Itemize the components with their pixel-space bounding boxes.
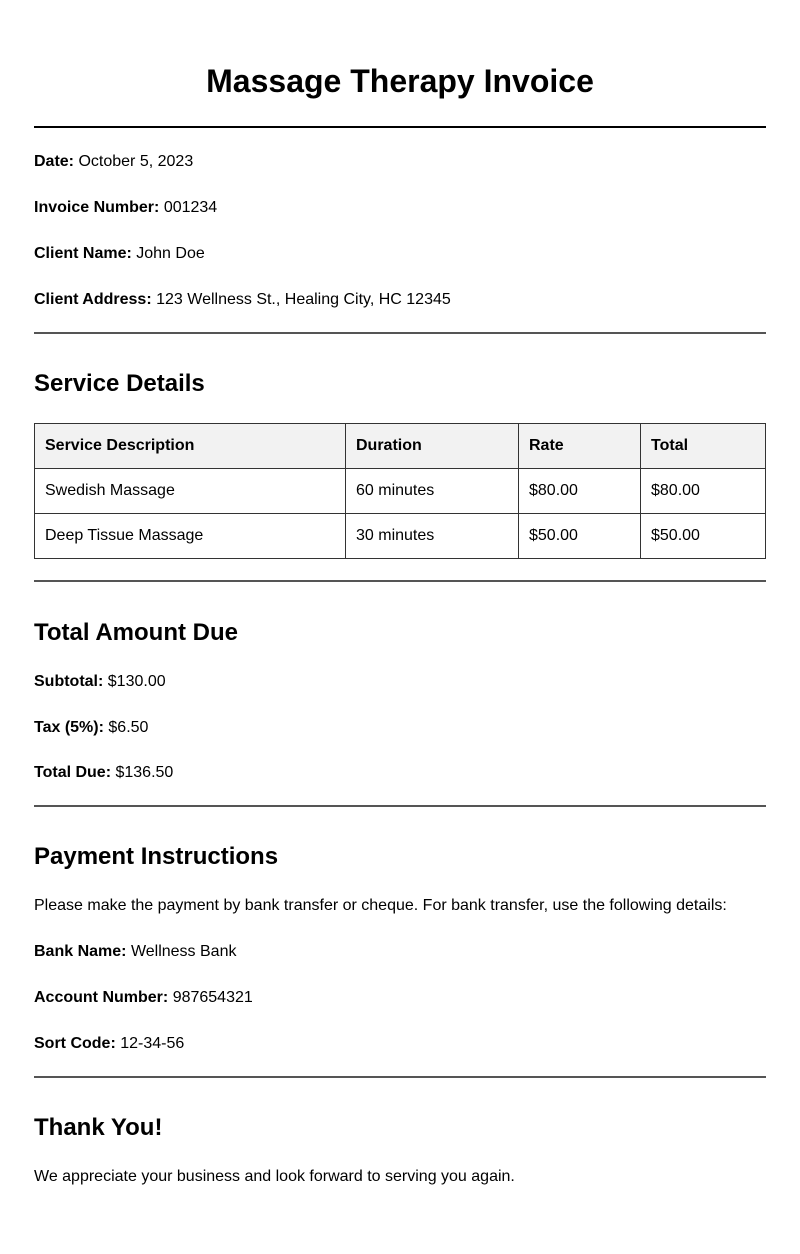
thank-you-section xyxy=(34,1114,766,1186)
date-value: October 5, 2023 xyxy=(78,153,194,170)
table-cell: 30 minutes xyxy=(346,514,519,559)
invoice-page xyxy=(34,0,766,1186)
table-cell: $50.00 xyxy=(519,514,641,559)
subtotal-field xyxy=(34,672,766,691)
section-divider xyxy=(34,332,766,334)
total-due-field xyxy=(34,763,766,782)
thank-you-heading: Thank You! xyxy=(34,1114,163,1141)
table-cell: $50.00 xyxy=(641,514,766,559)
payment-section xyxy=(34,843,766,1053)
table-header-row xyxy=(35,424,766,469)
column-header: Duration xyxy=(346,424,519,469)
account-number-value: 987654321 xyxy=(172,989,253,1006)
totals-section xyxy=(34,619,766,782)
subtotal-value: $130.00 xyxy=(107,673,166,690)
account-number-field xyxy=(34,988,766,1007)
total-due-label: Total Due: xyxy=(34,764,112,781)
services-table xyxy=(34,423,766,559)
sort-code-value: 12-34-56 xyxy=(120,1035,185,1052)
client-address-field xyxy=(34,290,766,309)
section-divider xyxy=(34,580,766,582)
date-label: Date: xyxy=(34,153,75,170)
tax-field xyxy=(34,718,766,737)
table-cell: 60 minutes xyxy=(346,469,519,514)
table-row xyxy=(35,514,766,559)
invoice-info xyxy=(34,128,766,309)
payment-heading: Payment Instructions xyxy=(34,843,279,870)
bank-name-label: Bank Name: xyxy=(34,943,127,960)
invoice-number-field xyxy=(34,198,766,217)
service-details-section xyxy=(34,370,766,559)
payment-text: Please make the payment by bank transfer or cheque. For bank transfer, use the following details: xyxy=(34,897,727,914)
client-name-field xyxy=(34,244,766,263)
date-field xyxy=(34,152,766,171)
client-address-label: Client Address: xyxy=(34,291,152,308)
account-number-label: Account Number: xyxy=(34,989,169,1006)
total-amount-heading: Total Amount Due xyxy=(34,619,238,646)
bank-name-field xyxy=(34,942,766,961)
service-details-heading: Service Details xyxy=(34,370,205,397)
client-name-value: John Doe xyxy=(136,245,205,262)
tax-label: Tax (5%): xyxy=(34,719,104,736)
table-cell: $80.00 xyxy=(641,469,766,514)
section-divider xyxy=(34,1076,766,1078)
sort-code-field xyxy=(34,1034,766,1053)
column-header: Total xyxy=(641,424,766,469)
client-address-value: 123 Wellness St., Healing City, HC 12345 xyxy=(156,291,451,308)
table-row xyxy=(35,469,766,514)
table-cell: Deep Tissue Massage xyxy=(35,514,346,559)
bank-name-value: Wellness Bank xyxy=(130,943,237,960)
subtotal-label: Subtotal: xyxy=(34,673,104,690)
invoice-number-label: Invoice Number: xyxy=(34,199,160,216)
invoice-number-value: 001234 xyxy=(163,199,218,216)
table-cell: $80.00 xyxy=(519,469,641,514)
table-cell: Swedish Massage xyxy=(35,469,346,514)
column-header: Service Description xyxy=(35,424,346,469)
client-name-label: Client Name: xyxy=(34,245,132,262)
column-header: Rate xyxy=(519,424,641,469)
total-due-value: $136.50 xyxy=(115,764,174,781)
tax-value: $6.50 xyxy=(108,719,149,736)
invoice-title: Massage Therapy Invoice xyxy=(206,63,594,99)
thank-you-text: We appreciate your business and look forward to serving you again. xyxy=(34,1168,515,1185)
sort-code-label: Sort Code: xyxy=(34,1035,116,1052)
section-divider xyxy=(34,805,766,807)
